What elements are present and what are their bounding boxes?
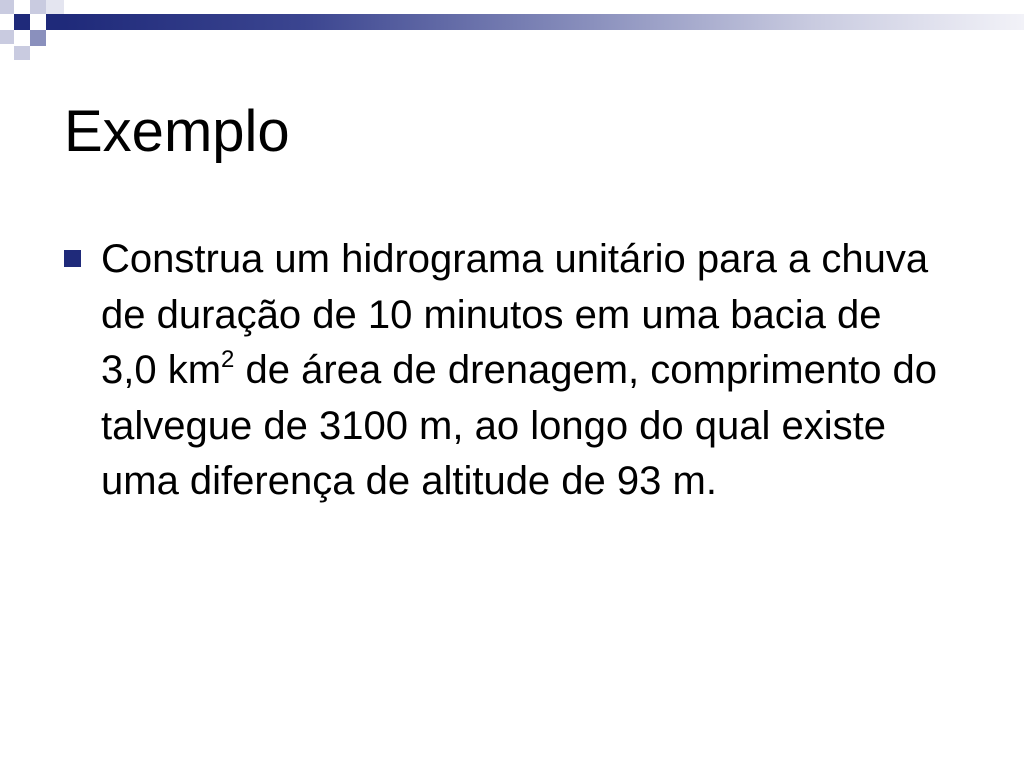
decoration-square [14, 14, 30, 30]
decoration-square [0, 0, 14, 14]
bullet-item [64, 232, 944, 510]
decoration-square [30, 30, 46, 46]
decoration-square [30, 0, 46, 14]
bullet-text-end: de área de drenagem, comprimento do talvegue de 3100 m, ao longo do qual existe uma diferença de altitude de 93 m. [101, 348, 938, 503]
decoration-square [0, 30, 14, 44]
header-decoration [0, 0, 1024, 70]
square-bullet-icon [64, 250, 81, 267]
decoration-square [46, 0, 64, 14]
superscript-exponent: 2 [221, 346, 235, 373]
slide-title: Exemplo [64, 99, 290, 164]
decoration-square [14, 46, 30, 60]
bullet-text-start: Construa um hidrograma unitário para a chuva de duração de 10 minutos em uma bacia de 3,0 km [101, 237, 929, 392]
decoration-square [46, 14, 64, 30]
bullet-list [64, 232, 944, 510]
header-gradient-bar [64, 14, 1024, 30]
